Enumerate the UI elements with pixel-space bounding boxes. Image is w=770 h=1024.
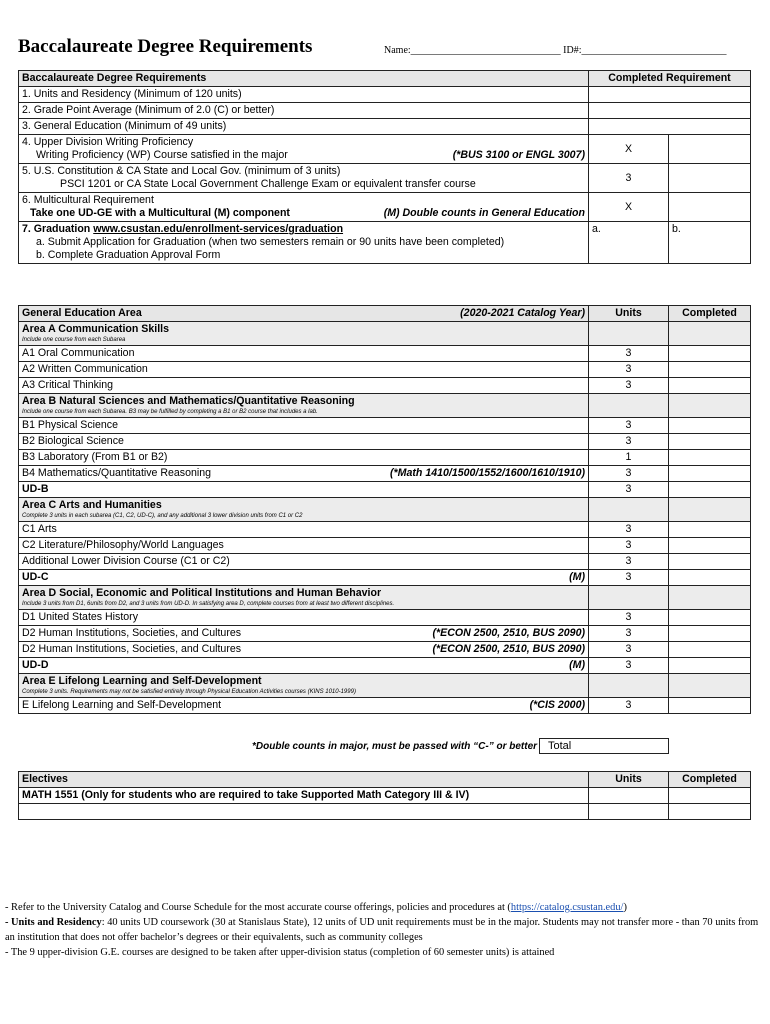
electives-row-2[interactable] (19, 804, 589, 820)
bdr-row-5-check[interactable] (669, 164, 751, 193)
electives-row-1-units[interactable] (589, 788, 669, 804)
area-c-heading: Area C Arts and Humanities Complete 3 units in each subarea (C1, C2, UD-C), and any additional 3 lower division units from C1 or C2 (19, 498, 589, 522)
bdr-row-1: 1. Units and Residency (Minimum of 120 units) (19, 87, 589, 103)
ge-row-e: E Lifelong Learning and Self-Development (*CIS 2000) (19, 698, 589, 714)
ge-d2a-completed[interactable] (669, 626, 751, 642)
ge-row-d2a: D2 Human Institutions, Societies, and Cultures (*ECON 2500, 2510, BUS 2090) (19, 626, 589, 642)
ge-b3-completed[interactable] (669, 450, 751, 466)
ge-b4-completed[interactable] (669, 466, 751, 482)
ge-a3-completed[interactable] (669, 378, 751, 394)
ge-row-a3: A3 Critical Thinking (19, 378, 589, 394)
ge-row-b2: B2 Biological Science (19, 434, 589, 450)
area-b-heading: Area B Natural Sciences and Mathematics/Quantitative Reasoning Include one course from each Subarea. B3 may be fulfilled by completing a B1 or B2 course that includes a lab. (19, 394, 589, 418)
graduation-link[interactable]: www.csustan.edu/enrollment-services/graduation (93, 223, 344, 235)
name-id-fields[interactable]: Name:______________________________ ID#:_____________________________ (384, 45, 727, 56)
bdr-row-5-value: 3 (589, 164, 669, 193)
ge-row-a1: A1 Oral Communication (19, 346, 589, 362)
bdr-row-4-value: X (589, 135, 669, 164)
footer-line-2: - Units and Residency: 40 units UD coursework (30 at Stanislaus State), 12 units of UD unit requirements must be in the major. Students may not transfer more - than 70 units from an institution that does not offer bachelor’s degrees or their equivalents, such as community colleges (5, 917, 759, 943)
bdr-completed-head: Completed Requirement (589, 71, 751, 87)
bdr-row-6: 6. Multicultural Requirement Take one UD-GE with a Multicultural (M) component (M) Double counts in General Education (19, 193, 589, 222)
ge-c1-completed[interactable] (669, 522, 751, 538)
ge-a2-completed[interactable] (669, 362, 751, 378)
ge-c2-completed[interactable] (669, 538, 751, 554)
ge-e-completed[interactable] (669, 698, 751, 714)
id-label: ID#: (563, 45, 582, 56)
ge-head: General Education Area (2020-2021 Catalog Year) (19, 306, 589, 322)
page-title: Baccalaureate Degree Requirements (18, 36, 313, 57)
area-e-heading: Area E Lifelong Learning and Self-Development Complete 3 units. Requirements may not be satisfied entirely through Physical Education Activities courses (KINS 1010-1999) (19, 674, 589, 698)
ge-b2-completed[interactable] (669, 434, 751, 450)
bdr-row-1-cell[interactable] (589, 87, 751, 103)
total-field[interactable]: Total (539, 738, 669, 754)
bdr-row-7: 7. Graduation www.csustan.edu/enrollment-services/graduation a. Submit Application for Graduation (when two semesters remain or 90 units have been completed) b. Complete Graduation Approval Form (19, 222, 589, 264)
bdr-row-3: 3. General Education (Minimum of 49 units) (19, 119, 589, 135)
ge-row-b4: B4 Mathematics/Quantitative Reasoning (*Math 1410/1500/1552/1600/1610/1910) (19, 466, 589, 482)
ge-completed-head: Completed (669, 306, 751, 322)
footer-notes (5, 900, 765, 960)
bdr-row-7-b[interactable]: b. (669, 222, 751, 264)
ge-units-head: Units (589, 306, 669, 322)
ge-udc-completed[interactable] (669, 570, 751, 586)
bdr-row-7-a[interactable]: a. (589, 222, 669, 264)
bdr-row-4-check[interactable] (669, 135, 751, 164)
double-count-note: *Double counts in major, must be passed with “C-” or better (252, 741, 538, 752)
ge-row-udc: UD-C (M) (19, 570, 589, 586)
ge-row-b3: B3 Laboratory (From B1 or B2) (19, 450, 589, 466)
ge-d2b-completed[interactable] (669, 642, 751, 658)
ge-row-udb: UD-B (19, 482, 589, 498)
electives-row-1-completed[interactable] (669, 788, 751, 804)
ge-row-cadd: Additional Lower Division Course (C1 or C2) (19, 554, 589, 570)
catalog-link[interactable]: https://catalog.csustan.edu/ (510, 902, 624, 913)
electives-head: Electives (19, 772, 589, 788)
ge-row-c2: C2 Literature/Philosophy/World Languages (19, 538, 589, 554)
area-d-heading: Area D Social, Economic and Political Institutions and Human Behavior Include 3 units from D1, 6units from D2, and 3 units from UD-D. In satisfying area D, complete courses from at least two different disciplines. (19, 586, 589, 610)
bdr-row-2-cell[interactable] (589, 103, 751, 119)
bdr-row-2: 2. Grade Point Average (Minimum of 2.0 (C) or better) (19, 103, 589, 119)
electives-row-2-completed[interactable] (669, 804, 751, 820)
bdr-row-4: 4. Upper Division Writing Proficiency Writing Proficiency (WP) Course satisfied in the major (*BUS 3100 or ENGL 3007) (19, 135, 589, 164)
ge-row-c1: C1 Arts (19, 522, 589, 538)
ge-d1-completed[interactable] (669, 610, 751, 626)
baccalaureate-table (18, 70, 751, 264)
electives-row-2-units[interactable] (589, 804, 669, 820)
ge-a1-completed[interactable] (669, 346, 751, 362)
ge-udb-completed[interactable] (669, 482, 751, 498)
bdr-row-6-check[interactable] (669, 193, 751, 222)
ge-cadd-completed[interactable] (669, 554, 751, 570)
electives-table (18, 771, 751, 820)
area-a-heading: Area A Communication Skills Include one course from each Subarea (19, 322, 589, 346)
electives-row-1: MATH 1551 (Only for students who are required to take Supported Math Category III & IV) (19, 788, 589, 804)
footer-line-1: - Refer to the University Catalog and Course Schedule for the most accurate course offerings, policies and procedures at (https://catalog.csustan.edu/) (5, 902, 627, 913)
ge-udd-completed[interactable] (669, 658, 751, 674)
ge-table: General Education Area (2020-2021 Catalog Year) Units Completed Area A Communication Skills Include one course from each Subarea A1 Oral Communication 3 A2 Written Communication 3 A3 Critical Thinking 3 Area B Natural Sciences and Mathematics/Quantitative Reasoning Include one course from each Subarea. B3 may be fulfilled by completing a B1 or B2 course that includes a lab. B1 Physical Science 3 B2 Biological Science 3 B3 Laboratory (From B1 or B2) 1 B4 Mathematics/Quantitative Reasoning (*Math 1410/1500/1552/1600/1610/1910) 3 UD-B 3 Area C Arts and Humanities Complete 3 units in each subarea (C1, C2, UD-C), and any additional 3 lower division units from C1 or C2 C1 Arts 3 C2 Literature/Philosophy/World Languages 3 Additional Lower Division Course (C1 or C2) 3 UD-C (M) 3 Area D Social, Economic and Political Institutions and Human Behavior Include 3 units from D1, 6units from D2, and 3 units from UD-D. In satisfying area D, complete courses from at least two different disciplines. D1 United States History 3 D2 Human Institutions, Societies, and Cultures (*ECON 2500, 2510, BUS 2090) 3 D2 Human Institutions, Societies, and Cultures (*ECON 2500, 2510, BUS 2090) 3 UD-D (M) 3 Area E Lifelong Learning and Self-Development Complete 3 units. Requirements may not be satisfied entirely through Physical Education Activities courses (KINS 1010-1999) E Lifelong Learning and Self-Development (*CIS 2000) 3 (18, 305, 751, 714)
electives-units-head: Units (589, 772, 669, 788)
wp-courses: (*BUS 3100 or ENGL 3007) (452, 149, 585, 161)
bdr-row-3-cell[interactable] (589, 119, 751, 135)
ge-row-a2: A2 Written Communication (19, 362, 589, 378)
ge-b1-completed[interactable] (669, 418, 751, 434)
electives-completed-head: Completed (669, 772, 751, 788)
footer-line-3: - The 9 upper-division G.E. courses are designed to be taken after upper-division status (completion of 60 semester units) is attained (5, 947, 555, 958)
bdr-row-6-value: X (589, 193, 669, 222)
ge-row-d2b: D2 Human Institutions, Societies, and Cultures (*ECON 2500, 2510, BUS 2090) (19, 642, 589, 658)
ge-row-udd: UD-D (M) (19, 658, 589, 674)
bdr-row-5: 5. U.S. Constitution & CA State and Local Gov. (minimum of 3 units) PSCI 1201 or CA State Local Government Challenge Exam or equivalent transfer course (19, 164, 589, 193)
ge-row-b1: B1 Physical Science (19, 418, 589, 434)
ge-row-d1: D1 United States History (19, 610, 589, 626)
name-label: Name: (384, 45, 411, 56)
bdr-head: Baccalaureate Degree Requirements (19, 71, 589, 87)
